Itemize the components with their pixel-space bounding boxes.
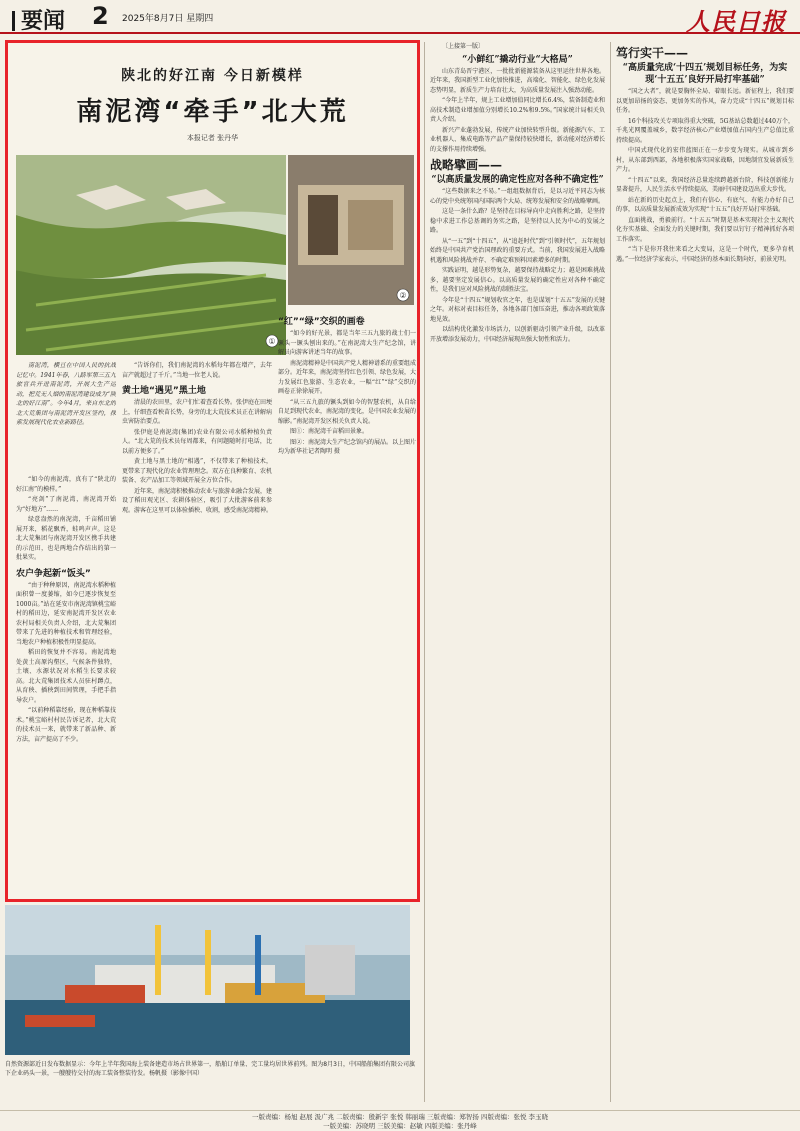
war-paragraph-2: 这是一条什么路？是坚持在目标导向中走向胜利之路，是坚持稳中求进工作总基调的务实之路，是坚持以人民为中心的发展之路。 <box>430 208 605 234</box>
photo1-caption <box>16 361 116 473</box>
sub2-paragraph-3: 黄土地与黑土地的“相遇”，不仅带来了种植技术，更带来了现代化的农业管理理念。双方在良种繁育、农机装备、农产品加工等领域开展全方位合作。 <box>122 458 272 484</box>
column-divider <box>424 42 425 1102</box>
feature-article[interactable] <box>5 40 420 902</box>
col3-paragraph-3: 中国式现代化的宏伟蓝图正在一步步变为现实。从城市到乡村，从东部到西部，各地积极落实国家战略，因地制宜发展新质生产力。 <box>616 147 794 173</box>
war-paragraph-6: 以结构优化激发市场活力，以创新驱动引领产业升级，以改革开放增添发展动力，中国经济展现出强大韧性和活力。 <box>430 326 605 343</box>
sub1-paragraph-2: 稻田的恢复并不容易。南泥湾地处黄土高原沟壑区，气候条件独特，土壤、水源状况对水稻生长要求较高。北大荒集团技术人员驻村蹲点，从育秧、插秧到田间管理，手把手指导农户。 <box>16 649 116 704</box>
war-paragraph-4: 实践证明，越是形势复杂，越要保持战略定力；越是困难挑战多，越要坚定发展信心。以高质量发展的确定性应对各种不确定性，是我们应对风险挑战的制胜法宝。 <box>430 267 605 293</box>
section-label <box>12 4 65 35</box>
designer-credits: 一版美编：苏晓明 三版美编：赵敏 四版美编：张丹峰 <box>323 1122 477 1130</box>
col3-paragraph-4: “十四五”以来，我国经济总量连续跨越新台阶，科技创新能力显著提升，人民生活水平持续提高，美丽中国建设迈出重大步伐。 <box>616 176 794 193</box>
newspaper-logo: 人民日报 <box>686 7 786 36</box>
feature-col-1 <box>16 475 116 897</box>
editor-credits: 一版责编：杨旭 赵展 汲广兆 二版责编：殷新宇 张悦 韩丽瑞 三版责编：郑智扬 四版责编：张悦 李玉晓 <box>251 1113 549 1121</box>
war-paragraph-3: 从“一五”到“十四五”，从“追赶时代”到“引领时代”，五年规划始终是中国共产党治国理政的重要方式。当前，我国发展进入战略机遇和风险挑战并存、不确定难预料因素增多的时期。 <box>430 237 605 264</box>
page-number: 2 <box>92 2 109 30</box>
subhead-2: 黄土地“遇见”黑土地 <box>122 386 206 396</box>
intro-paragraph-1: “如今的南泥湾，真有了“陕北的好江南”的模样。” <box>16 476 116 493</box>
action-subtitle: “高质量完成‘十四五’规划目标任务，为实现‘十五五’良好开局打牢基础” <box>622 63 788 85</box>
svg-text:①: ① <box>268 337 276 346</box>
col3-paragraph-5: 站在新的历史起点上，我们有信心、有底气、有能力办好自己的事，以高质量发展新成效为实现“十五五”良好开局打牢基础。 <box>616 196 794 213</box>
svg-text:②: ② <box>399 291 407 300</box>
sub2-paragraph-1: 清晨的农田里，农户们忙着查看长势。张伊庭在田埂上，仔细查看秧苗长势，身旁的北大荒技术员正在讲解病虫害防治要点。 <box>122 399 272 425</box>
sub3-paragraph-2: 南泥湾精神是中国共产党人精神谱系的重要组成部分。近年来，南泥湾坚持红色引领、绿色发展，大力发展红色旅游、生态农业，一幅“红”“绿”交织的画卷正徐徐展开。 <box>278 359 416 395</box>
col3-paragraph-1: “国之大者”，就是要胸怀全局、着眼长远。新征程上，我们要以更加昂扬的姿态、更加务实的作风，奋力完成“十四五”规划目标任务。 <box>616 88 794 114</box>
col1-paragraph-3: 新兴产业蓬勃发展，传统产业加快转型升级。新能源汽车、工业机器人、集成电路等产品产量保持较快增长，新动能对经济增长的支撑作用持续增强。 <box>430 126 605 153</box>
article-byline: 本报记者 张丹华 <box>186 134 239 142</box>
article-kicker: 陕北的好江南 今日新模样 <box>121 68 304 84</box>
col3-paragraph-6: 直面挑战，勇毅前行。“十五五”时期是基本实现社会主义现代化夯实基础、全面发力的关键时期，我们要以钉钉子精神抓好各项工作落实。 <box>616 216 794 243</box>
page-masthead <box>0 0 800 34</box>
issue-date: 2025年8月7日 星期四 <box>122 14 214 24</box>
subhead-3: “红”“绿”交织的画卷 <box>278 317 365 327</box>
right-paragraph-2: 近年来，南泥湾积极推动农业与旅游业融合发展，建设了稻田观光区、农耕体验区，吸引了大批游客前来参观。游客在这里可以体验插秧、收割，感受南泥湾精神。 <box>122 487 272 514</box>
section-bar <box>12 11 15 31</box>
war-paragraph-1: “这些数据来之不易。”一组组数据背后，是以习近平同志为核心的党中央统筹国内国际两个大局、统筹发展和安全的战略擘画。 <box>430 188 605 205</box>
continued-label: 〔上接第一版〕 <box>442 43 485 50</box>
page-footer <box>0 1110 800 1130</box>
section-subtitle: “小鲜红”撬动行业“大格局” <box>462 54 573 65</box>
feature-col-2 <box>122 361 272 897</box>
right-col-b <box>616 42 794 1106</box>
port-photo-caption: 自然资源部近日发布数据显示：今年上半年我国海上装备建造市场占世界第一，船舶订单量、完工量均居世界前列。图为8月3日，中国船舶集团有限公司旗下企业码头一景，一艘艘待交付的海工装备整装待发。杨帆摄（影像中国） <box>5 1061 415 1077</box>
intro-paragraph-3: 绿意盎然的南泥湾，千亩稻田铺展开来，稻花飘香，蛙鸣声声。这是北大荒集团与南泥湾开发区携手共建的示范田，也是两地合作结出的第一批果实。 <box>16 516 116 561</box>
right-col-a <box>430 42 605 1106</box>
sub3-paragraph-3: “从三五九旅的镢头到如今的智慧农机，从自给自足到现代农业，南泥湾的变化，是中国农业发展的缩影。”南泥湾开发区相关负责人说。 <box>278 398 416 425</box>
photo-caption-1: 图①：南泥湾千亩稻田景象。 <box>290 428 369 435</box>
col1-paragraph-2: “今年上半年，规上工业增加值同比增长6.4%，装备制造业和高技术制造业增加值分别增长10.2%和9.5%。”国家统计局相关负责人介绍。 <box>430 97 605 123</box>
subhead-1: 农户争起新“饭头” <box>16 568 91 579</box>
sub1-paragraph-3: “以前种稻靠经验，现在种稻靠技术。”桃宝峪村村民告诉记者，北大荒的技术员一来，就带来了新品种、新方法，亩产提高了不少。 <box>16 707 116 743</box>
article-headline: 南泥湾“牵手”北大荒 <box>76 97 349 127</box>
col1-paragraph-1: 山东青岛晋宁港区，一批批新能源装备从这里运往世界各地。近年来，我国新型工业化加快推进，高端化、智能化、绿色化发展态势明显，新质生产力培育壮大，为高质量发展注入强劲动能。 <box>430 67 605 94</box>
action-heading: 笃行实干—— <box>616 46 689 60</box>
strategy-subtitle: “以高质量发展的确定性应对各种不确定性” <box>431 175 604 185</box>
section-name: 要闻 <box>21 9 66 34</box>
intro-paragraph-2: “亮剑”了南泥湾，南泥湾开始为“好地方”…… <box>16 496 116 513</box>
column-divider <box>610 42 611 1102</box>
right-paragraph-1: “告诉你们，我们南泥湾的水稻每年都在增产，去年亩产就超过了千斤。”当地一位老人说。 <box>122 362 272 379</box>
war-paragraph-5: 今年是“十四五”规划收官之年，也是谋划“十五五”发展的关键之年。对标对表目标任务，各地各部门加压奋进，推动各项政策落地见效。 <box>430 296 605 323</box>
col3-paragraph-2: 16个科技攻关专项取得重大突破，5G基站总数超过440万个，千兆光网覆盖城乡，数字经济核心产业增加值占国内生产总值比重持续提高。 <box>616 117 794 144</box>
rice-field-photo <box>16 155 286 355</box>
sub3-paragraph-1: “如今的好光景，都是当年三五九旅的战士们一镢头一镢头刨出来的。”在南泥湾大生产纪念馆，讲解员向游客讲述当年的故事。 <box>278 330 416 356</box>
feature-col-3 <box>278 311 416 897</box>
exhibit-photo <box>288 155 414 305</box>
sub1-paragraph-1: “由于种种原因，南泥湾水稻种植面积曾一度萎缩，如今已逐步恢复至1000亩。”站在延安市南泥湾镇桃宝峪村的稻田边，延安南泥湾开发区农业农村局相关负责人介绍，北大荒集团带来了先进的种植技术和管理经验，当地农户种植积极性明显提高。 <box>16 581 116 646</box>
strategy-heading: 战略擘画—— <box>430 158 503 172</box>
sub2-paragraph-2: 张伊庭是南泥湾(集团)农业有限公司水稻种植负责人。“北大荒的技术员每周都来，有问题随时打电话，比以前方便多了。” <box>122 428 272 455</box>
photo-caption-2: 图②：南泥湾大生产纪念馆内的展品。以上图片均为新华社记者陶明 摄 <box>278 438 416 455</box>
caption-text: 南泥湾，横亘在中国人民的抗战记忆中。1941年春，八路军第三五九旅官兵开进南泥湾，开展大生产运动，把荒无人烟的南泥湾建设成为“陕北的好江南”。今年4月，来自东北的北大荒集团与南泥湾开发区签约，探索发展现代化农业新路径。 <box>16 362 116 426</box>
col3-paragraph-7: “当下是你开我往来看之大变局，这是一个时代，更多孕育机遇。”一位经济学家表示，中国经济的基本面长期向好，前景光明。 <box>616 246 794 263</box>
port-photo <box>5 905 410 1055</box>
